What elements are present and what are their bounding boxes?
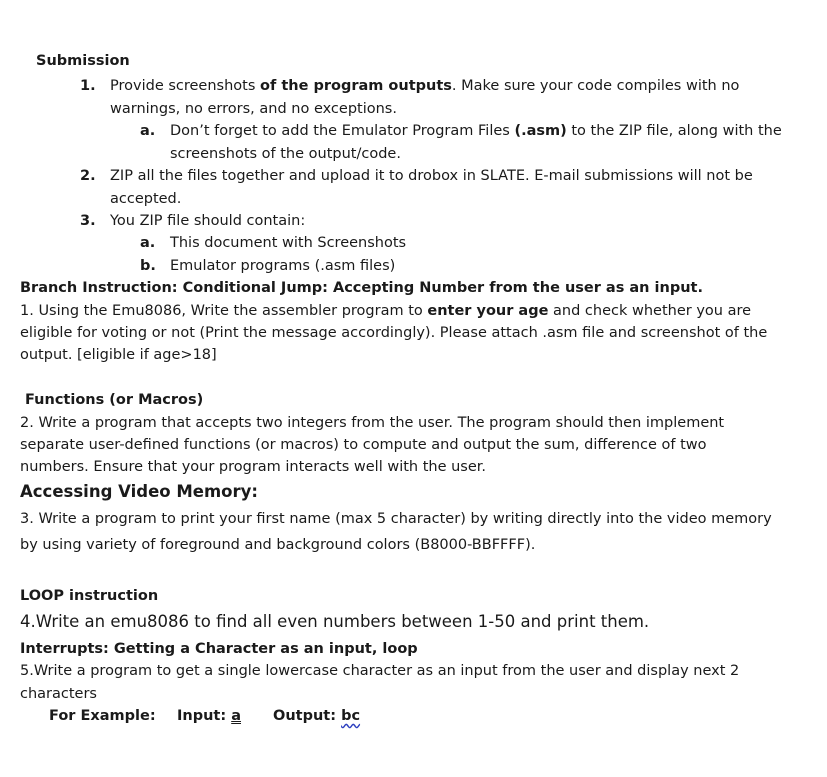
item-3a-text: This document with Screenshots	[170, 235, 407, 251]
functions-line-2: separate user-defined functions (or macros) to compute and output the sum, difference of two	[20, 437, 707, 453]
branch-line-2: eligible for voting or not (Print the message accordingly). Please attach .asm file and screenshot of the	[20, 325, 768, 341]
item-2-line-2: accepted.	[110, 191, 182, 207]
video-line-2: by using variety of foreground and background colors (B8000-BBFFFF).	[20, 537, 536, 553]
branch-text: 1. Using the Emu8086, Write the assembler program to	[20, 303, 428, 319]
input-value: a	[231, 708, 241, 724]
item-3b-letter: b.	[140, 258, 156, 274]
item-3a-letter: a.	[140, 235, 156, 251]
item-1-text-end: . Make sure your code compiles with no	[451, 78, 740, 94]
item-1a-text-end: to the ZIP file, along with the	[566, 123, 782, 139]
branch-heading: Branch Instruction: Conditional Jump: Accepting Number from the user as an input.	[20, 280, 703, 296]
example-output	[273, 707, 360, 725]
branch-bold: enter your age	[427, 303, 549, 319]
item-2-line-1: ZIP all the files together and upload it to drobox in SLATE. E-mail submissions will not be	[110, 168, 753, 184]
item-2-number: 2.	[80, 168, 96, 184]
functions-line-3: numbers. Ensure that your program interacts well with the user.	[20, 459, 487, 475]
video-heading: Accessing Video Memory:	[20, 482, 258, 501]
item-3-line-1: You ZIP file should contain:	[110, 213, 306, 229]
example-input	[177, 707, 241, 725]
item-1a-letter: a.	[140, 123, 156, 139]
interrupts-line-1: 5.Write a program to get a single lowercase character as an input from the user and display next 2	[20, 663, 740, 679]
item-1-line-2: warnings, no errors, and no exceptions.	[110, 101, 397, 117]
input-label: Input:	[177, 708, 232, 724]
item-1-text: Provide screenshots	[110, 78, 261, 94]
item-1-line-1	[110, 77, 739, 95]
functions-heading: Functions (or Macros)	[25, 392, 204, 408]
interrupts-heading: Interrupts: Getting a Character as an input, loop	[20, 641, 418, 657]
item-1a-text: Don’t forget to add the Emulator Program Files	[170, 123, 515, 139]
loop-heading: LOOP instruction	[20, 588, 159, 604]
output-value: bc	[341, 708, 361, 724]
item-1-number: 1.	[80, 78, 96, 94]
functions-line-1: 2. Write a program that accepts two integers from the user. The program should then implement	[20, 415, 725, 431]
interrupts-line-2: characters	[20, 686, 97, 702]
item-3-number: 3.	[80, 213, 96, 229]
output-label: Output:	[273, 708, 342, 724]
item-1a-line-2: screenshots of the output/code.	[170, 146, 401, 162]
branch-line-3: output. [eligible if age>18]	[20, 347, 217, 363]
item-1a-line-1	[170, 122, 782, 140]
submission-heading: Submission	[36, 53, 130, 69]
loop-line-1: 4.Write an emu8086 to find all even numbers between 1-50 and print them.	[20, 612, 650, 631]
example-label: For Example:	[49, 708, 156, 724]
branch-line-1	[20, 302, 751, 320]
item-3b-text: Emulator programs (.asm files)	[170, 258, 396, 274]
item-1a-bold: (.asm)	[514, 123, 567, 139]
item-1-bold: of the program outputs	[260, 78, 452, 94]
branch-text-end: and check whether you are	[548, 303, 752, 319]
video-line-1: 3. Write a program to print your first name (max 5 character) by writing directly into the video memory	[20, 511, 772, 527]
